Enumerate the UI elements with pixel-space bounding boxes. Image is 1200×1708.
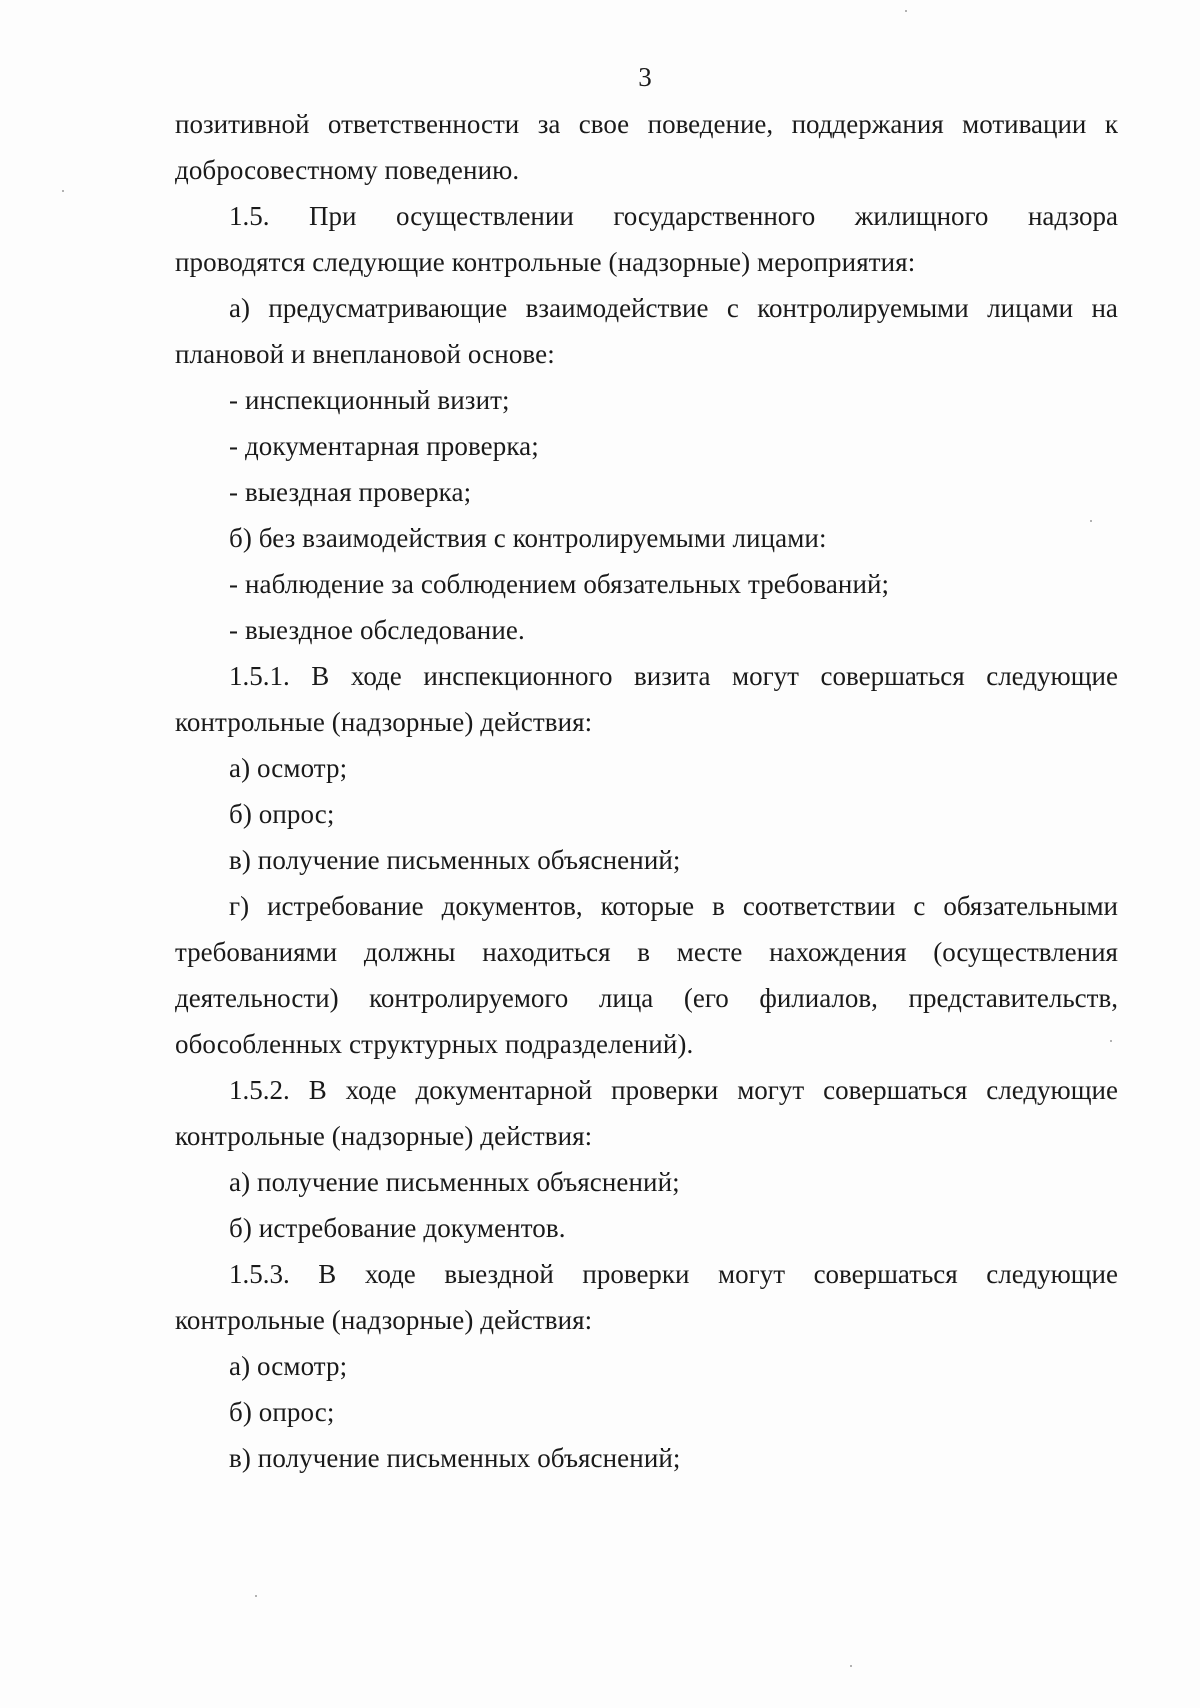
word: в — [712, 891, 725, 921]
list-item: а) осмотр; — [229, 1351, 348, 1381]
word: (его — [683, 983, 729, 1013]
paragraph-1-5 — [229, 200, 1118, 232]
word: инспекционного — [423, 661, 613, 691]
text-line: контрольные (надзорные) действия: — [175, 1121, 593, 1151]
word: 1.5.2. — [229, 1075, 290, 1105]
word: должны — [363, 937, 456, 967]
word: ходе — [350, 661, 402, 691]
list-item: б) опрос; — [229, 1397, 335, 1427]
text-line — [175, 108, 1118, 140]
text-line: обособленных структурных подразделений). — [175, 1029, 694, 1059]
word: представительств, — [908, 983, 1118, 1013]
word: находиться — [482, 937, 611, 967]
scan-speck — [850, 1665, 852, 1667]
word: проверки — [611, 1075, 719, 1105]
paragraph-1-5-2 — [229, 1074, 1118, 1106]
word: проверки — [582, 1259, 690, 1289]
word: ходе — [345, 1075, 397, 1105]
page-number: 3 — [638, 62, 652, 92]
scan-speck — [1110, 1040, 1112, 1042]
word: (осуществления — [933, 937, 1118, 967]
list-item: - инспекционный визит; — [229, 385, 510, 415]
word: В — [308, 1075, 327, 1105]
word: осуществлении — [396, 201, 574, 231]
word: к — [1104, 109, 1118, 139]
list-item: б) опрос; — [229, 799, 335, 829]
word: взаимодействие — [525, 293, 709, 323]
list-item: - выездная проверка; — [229, 477, 472, 507]
word: с — [726, 293, 739, 323]
word: требованиями — [175, 937, 338, 967]
word: поддержания — [791, 109, 944, 139]
text-line: б) без взаимодействия с контролируемыми лицами: — [229, 523, 827, 553]
word: обязательными — [943, 891, 1118, 921]
word: следующие — [986, 1259, 1118, 1289]
list-item: в) получение письменных объяснений; — [229, 1443, 681, 1473]
text-line: контрольные (надзорные) действия: — [175, 1305, 593, 1335]
scan-speck — [905, 10, 907, 12]
word: нахождения — [769, 937, 907, 967]
word: свое — [578, 109, 630, 139]
word: соответствии — [742, 891, 896, 921]
word: с — [913, 891, 926, 921]
word: лицами — [987, 293, 1074, 323]
word: могут — [718, 1259, 786, 1289]
word: выездной — [444, 1259, 554, 1289]
word: которые — [600, 891, 695, 921]
list-item: а) получение письменных объяснений; — [229, 1167, 680, 1197]
word: совершаться — [813, 1259, 958, 1289]
scan-speck — [62, 190, 64, 192]
paragraph-1-5-3 — [229, 1258, 1118, 1290]
text-line: добросовестному поведению. — [175, 155, 520, 185]
text-line: проводятся следующие контрольные (надзорные) мероприятия: — [175, 247, 916, 277]
word: 1.5.3. — [229, 1259, 290, 1289]
list-item: б) истребование документов. — [229, 1213, 566, 1243]
word: предусматривающие — [268, 293, 508, 323]
word: г) — [229, 891, 250, 921]
word: поведение, — [647, 109, 774, 139]
word: следующие — [986, 1075, 1118, 1105]
paragraph-1-5-1 — [229, 660, 1118, 692]
word: совершаться — [820, 661, 965, 691]
word: При — [309, 201, 357, 231]
word: контролируемыми — [757, 293, 969, 323]
word: лица — [598, 983, 654, 1013]
word: ходе — [364, 1259, 416, 1289]
word: визита — [634, 661, 711, 691]
list-item: - наблюдение за соблюдением обязательных требований; — [229, 569, 890, 599]
word: месте — [676, 937, 743, 967]
text-line: плановой и внеплановой основе: — [175, 339, 555, 369]
word: надзора — [1027, 201, 1118, 231]
word: в — [637, 937, 651, 967]
word: государственного — [613, 201, 816, 231]
text-line — [229, 292, 1118, 324]
word: документарной — [415, 1075, 593, 1105]
word: могут — [737, 1075, 805, 1105]
list-item: в) получение письменных объяснений; — [229, 845, 681, 875]
word: следующие — [986, 661, 1118, 691]
word: ответственности — [327, 109, 520, 139]
text-line — [229, 890, 1118, 922]
word: жилищного — [854, 201, 989, 231]
word: филиалов, — [759, 983, 878, 1013]
word: 1.5.1. — [229, 661, 290, 691]
word: могут — [732, 661, 799, 691]
word: контролируемого — [369, 983, 569, 1013]
word: совершаться — [823, 1075, 968, 1105]
word: позитивной — [175, 109, 310, 139]
word: В — [311, 661, 330, 691]
list-item: а) осмотр; — [229, 753, 348, 783]
word: В — [318, 1259, 337, 1289]
scan-speck — [255, 1595, 257, 1597]
word: а) — [229, 293, 250, 323]
text-line — [175, 936, 1118, 968]
word: за — [537, 109, 561, 139]
word: истребование — [267, 891, 424, 921]
text-line: контрольные (надзорные) действия: — [175, 707, 593, 737]
word: деятельности) — [175, 983, 339, 1013]
word: 1.5. — [229, 201, 270, 231]
word: мотивации — [962, 109, 1087, 139]
list-item: - документарная проверка; — [229, 431, 539, 461]
word: документов, — [441, 891, 583, 921]
list-item: - выездное обследование. — [229, 615, 525, 645]
word: на — [1091, 293, 1118, 323]
text-line — [175, 982, 1118, 1014]
scan-speck — [1090, 520, 1092, 522]
